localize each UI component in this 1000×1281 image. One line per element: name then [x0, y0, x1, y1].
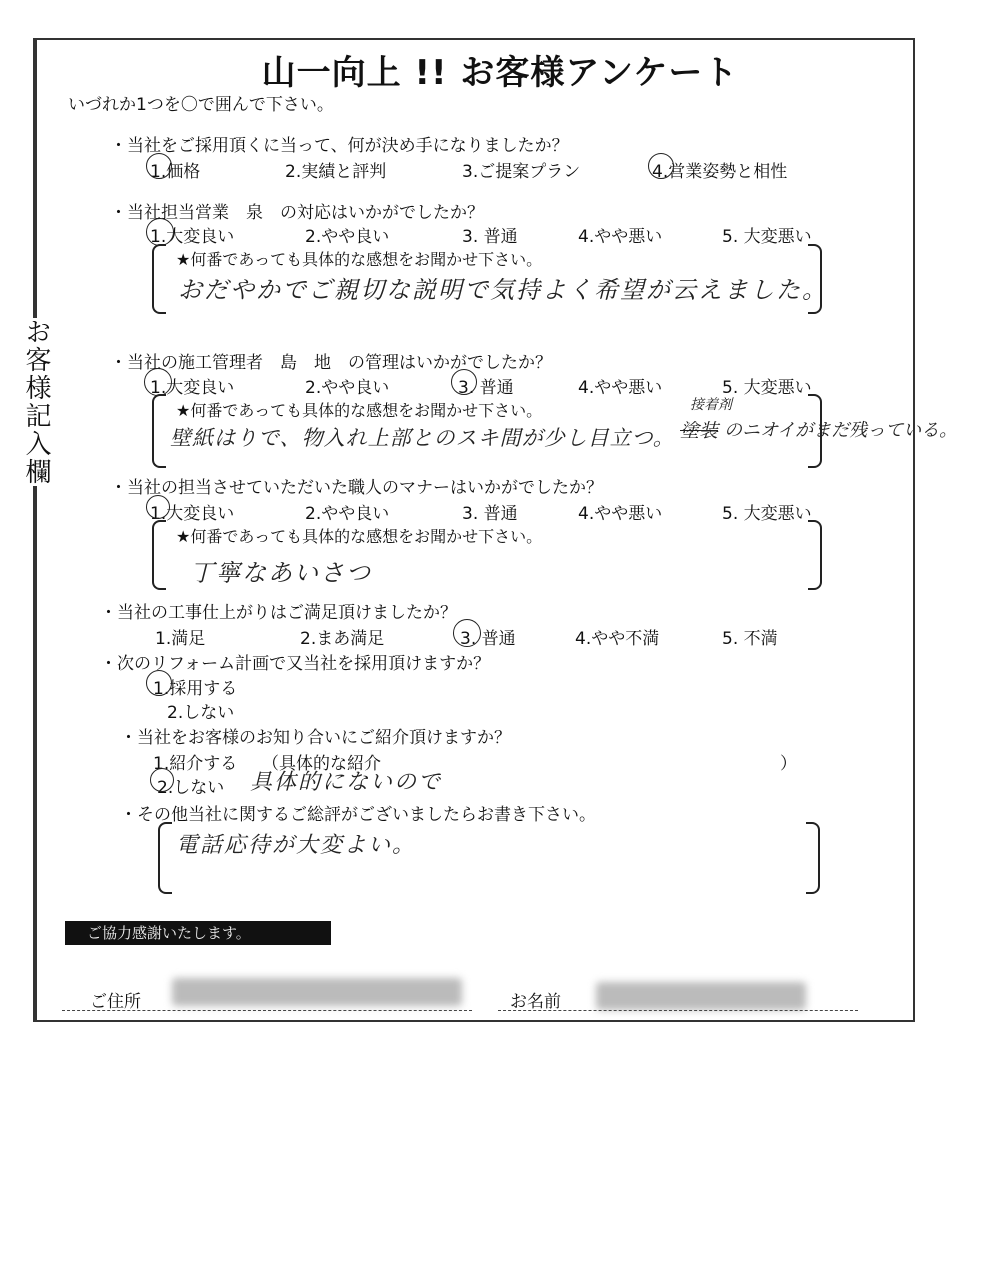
name-redacted: [596, 982, 806, 1010]
name-line: [498, 1010, 858, 1011]
q3-option-5[interactable]: 5. 大変悪い: [722, 378, 812, 398]
q4-option-5[interactable]: 5. 大変悪い: [722, 504, 812, 524]
q1-circle-4: [648, 153, 674, 179]
q4-question: ・当社の担当させていただいた職人のマナーはいかがでしたか？: [110, 478, 603, 498]
q4-option-2[interactable]: 2.やや良い: [305, 504, 390, 524]
q2-comment: おだやかでご親切な説明で気持よく希望が云えました。: [178, 276, 828, 304]
q5-option-5[interactable]: 5. 不満: [722, 629, 778, 649]
q5-question: ・当社の工事仕上がりはご満足頂けましたか？: [100, 603, 457, 623]
q5-option-3[interactable]: 3. 普通: [460, 629, 516, 649]
q2-comment-bracket-left: [152, 244, 166, 314]
q5-option-1[interactable]: 1.満足: [155, 629, 206, 649]
q7-option-2[interactable]: 2.しない: [157, 778, 225, 798]
q4-comment: 丁寧なあいさつ: [190, 559, 372, 587]
q5-circle-3: [453, 619, 481, 647]
q1-question: ・当社をご採用頂くに当って、何が決め手になりましたか？: [110, 136, 569, 156]
q3-comment-insert: 接着剤: [690, 397, 732, 413]
q3-comment-strike: 塗装: [680, 420, 719, 442]
q7-option-1-close: ）: [780, 754, 797, 774]
address-redacted: [172, 978, 462, 1006]
q1-option-3[interactable]: 3.ご提案プラン: [462, 162, 581, 182]
q7-comment: 具体的にないので: [250, 770, 443, 795]
q3-circle-3: [451, 369, 477, 395]
sidebar-label: お客様記入欄: [15, 318, 51, 486]
q2-question: ・当社担当営業 泉 の対応はいかがでしたか？: [110, 203, 484, 223]
q6-question: ・次のリフォーム計画で又当社を採用頂けますか？: [100, 654, 491, 674]
q7-option-1[interactable]: 1.紹介する: [153, 754, 238, 774]
q5-option-2[interactable]: 2.まあ満足: [300, 629, 385, 649]
q1-circle-1: [146, 153, 172, 179]
q8-comment: 電話応待が大変よい。: [176, 833, 417, 858]
q3-option-3[interactable]: 3. 普通: [458, 378, 514, 398]
q1-option-4[interactable]: 4.営業姿勢と相性: [652, 162, 788, 182]
q4-circle-1: [146, 495, 170, 519]
q4-option-1[interactable]: 1.大変良い: [150, 504, 235, 524]
q4-comment-bracket-right: [808, 520, 822, 590]
q3-question: ・当社の施工管理者 島 地 の管理はいかがでしたか？: [110, 353, 552, 373]
q8-question: ・その他当社に関するご総評がございましたらお書き下さい。: [120, 805, 596, 825]
q8-comment-bracket-left: [158, 822, 172, 894]
q6-circle-1: [146, 670, 172, 696]
instruction: いづれか1つを〇で囲んで下さい。: [68, 95, 334, 115]
q2-option-2[interactable]: 2.やや良い: [305, 227, 390, 247]
q2-note: ★何番であっても具体的な感想をお聞かせ下さい。: [176, 250, 543, 269]
q2-option-4[interactable]: 4.やや悪い: [578, 227, 663, 247]
q4-option-4[interactable]: 4.やや悪い: [578, 504, 663, 524]
sidebar-line: [33, 38, 35, 1022]
q6-option-1[interactable]: 1.採用する: [153, 679, 238, 699]
q4-note: ★何番であっても具体的な感想をお聞かせ下さい。: [176, 527, 543, 546]
q2-option-5[interactable]: 5. 大変悪い: [722, 227, 812, 247]
q5-option-4[interactable]: 4.やや不満: [575, 629, 660, 649]
q6-option-2[interactable]: 2.しない: [167, 703, 235, 723]
q3-option-2[interactable]: 2.やや良い: [305, 378, 390, 398]
q7-circle-2: [150, 768, 174, 792]
q3-comment: 壁紙はりで、物入れ上部とのスキ間が少し目立つ。: [170, 426, 675, 450]
q4-comment-bracket-left: [152, 520, 166, 590]
q3-circle-1: [144, 368, 172, 396]
q1-option-2[interactable]: 2.実績と評判: [285, 162, 387, 182]
q3-comment-end: のニオイがまだ残っている。: [724, 420, 958, 441]
q2-circle-1: [146, 218, 174, 246]
q2-option-1[interactable]: 1.大変良い: [150, 227, 235, 247]
thanks-banner: ご協力感謝いたします。: [65, 921, 331, 945]
q3-comment-bracket-left: [152, 394, 166, 468]
q8-comment-bracket-right: [806, 822, 820, 894]
q3-option-1[interactable]: 1.大変良い: [150, 378, 235, 398]
page-title: 山一向上 !! お客様アンケート: [261, 53, 739, 93]
q7-option-1-detail: （具体的な紹介: [262, 754, 381, 774]
address-label: ご住所: [90, 992, 141, 1012]
q4-option-3[interactable]: 3. 普通: [462, 504, 518, 524]
address-line: [62, 1010, 472, 1011]
name-label: お名前: [510, 992, 561, 1012]
q2-option-3[interactable]: 3. 普通: [462, 227, 518, 247]
q7-question: ・当社をお客様のお知り合いにご紹介頂けますか？: [120, 728, 511, 748]
q1-option-1[interactable]: 1.価格: [150, 162, 201, 182]
q3-note: ★何番であっても具体的な感想をお聞かせ下さい。: [176, 401, 543, 420]
q3-option-4[interactable]: 4.やや悪い: [578, 378, 663, 398]
